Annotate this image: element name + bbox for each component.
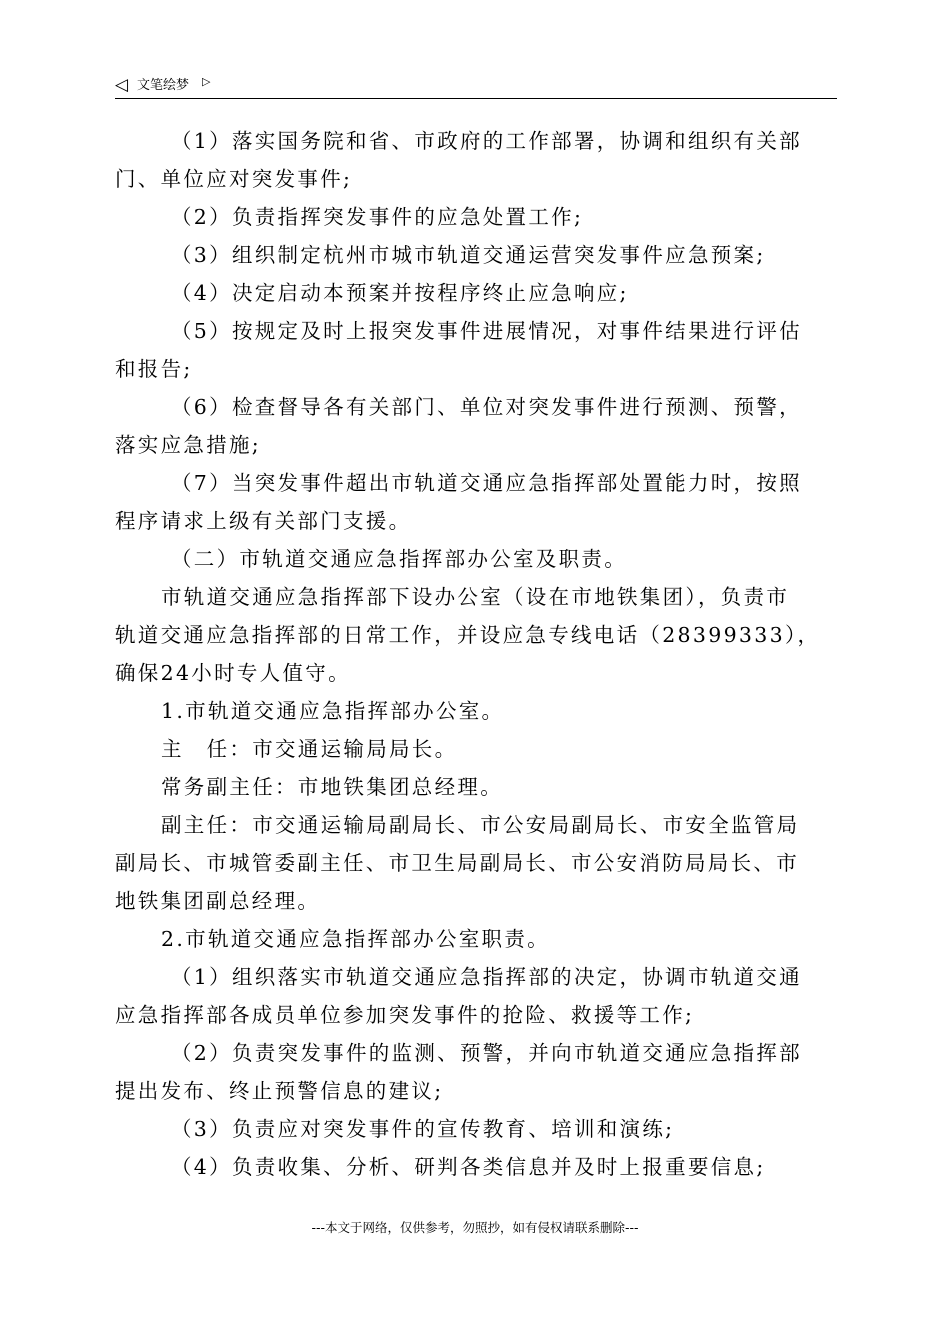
text-line: 门、单位应对突发事件; — [115, 167, 353, 191]
page-footer: ---本文于网络，仅供参考，勿照抄，如有侵权请联系删除--- — [311, 1220, 639, 1235]
page-header — [115, 72, 837, 99]
header-title: 文笔绘梦 — [137, 78, 190, 93]
text-line: （3）组织制定杭州市城市轨道交通运营突发事件应急预案; — [171, 243, 766, 267]
text-line: 1.市轨道交通应急指挥部办公室。 — [161, 699, 505, 723]
document-body — [115, 122, 837, 1186]
text-line: （1）组织落实市轨道交通应急指挥部的决定，协调市轨道交通 — [171, 965, 802, 989]
left-triangle-icon: ◁ — [115, 75, 129, 95]
text-line: 市轨道交通应急指挥部下设办公室（设在市地铁集团），负责市 — [161, 585, 790, 609]
text-line: （2）负责突发事件的监测、预警，并向市轨道交通应急指挥部 — [171, 1041, 802, 1065]
text-line: （二）市轨道交通应急指挥部办公室及职责。 — [171, 547, 627, 571]
text-line: 副主任：市交通运输局副局长、市公安局副局长、市安全监管局 — [161, 813, 800, 837]
text-line: （1）落实国务院和省、市政府的工作部署，协调和组织有关部 — [171, 129, 802, 153]
text-line: 常务副主任：市地铁集团总经理。 — [161, 775, 503, 799]
right-triangle-icon: ▷ — [202, 75, 211, 88]
text-line: （6）检查督导各有关部门、单位对突发事件进行预测、预警， — [171, 395, 802, 419]
text-line: 2.市轨道交通应急指挥部办公室职责。 — [161, 927, 550, 951]
text-line: 地铁集团副总经理。 — [115, 889, 321, 913]
text-line: 确保24小时专人值守。 — [115, 661, 351, 685]
text-line: 程序请求上级有关部门支援。 — [115, 509, 412, 533]
text-line: 和报告; — [115, 357, 193, 381]
text-line: 轨道交通应急指挥部的日常工作，并设应急专线电话（28399333）， — [115, 623, 821, 647]
text-line: （4）决定启动本预案并按程序终止应急响应; — [171, 281, 629, 305]
text-line: （5）按规定及时上报突发事件进展情况，对事件结果进行评估 — [171, 319, 802, 343]
text-line: 落实应急措施; — [115, 433, 262, 457]
text-line: 主 任：市交通运输局局长。 — [161, 737, 458, 761]
text-line: 应急指挥部各成员单位参加突发事件的抢险、救援等工作; — [115, 1003, 695, 1027]
text-line: （3）负责应对突发事件的宣传教育、培训和演练; — [171, 1117, 675, 1141]
text-line: 副局长、市城管委副主任、市卫生局副局长、市公安消防局局长、市 — [115, 851, 799, 875]
text-line: （7）当突发事件超出市轨道交通应急指挥部处置能力时，按照 — [171, 471, 802, 495]
text-line: （4）负责收集、分析、研判各类信息并及时上报重要信息; — [171, 1155, 766, 1179]
text-line: 提出发布、终止预警信息的建议; — [115, 1079, 444, 1103]
text-line: （2）负责指挥突发事件的应急处置工作; — [171, 205, 584, 229]
